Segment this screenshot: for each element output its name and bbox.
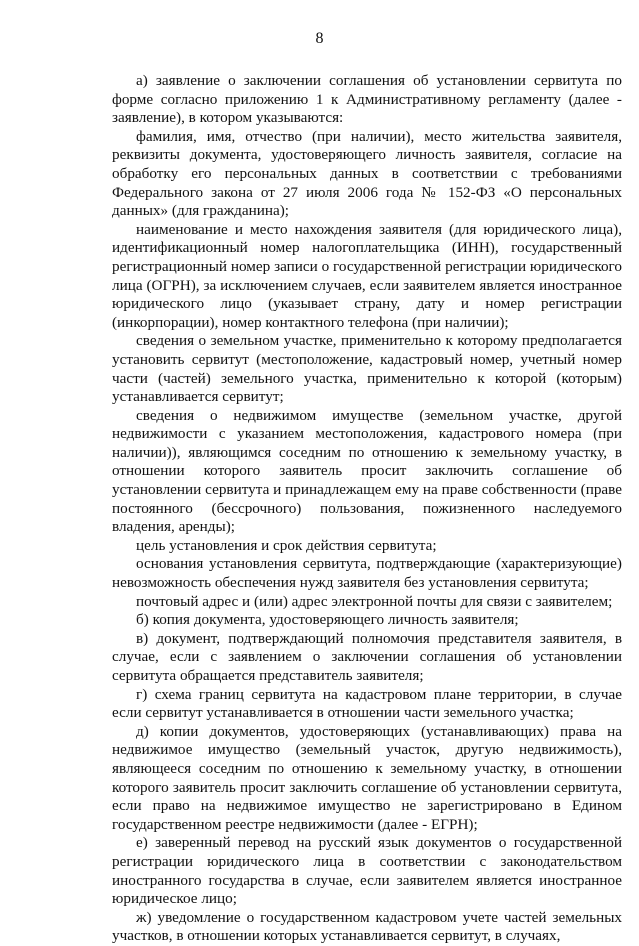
paragraph: г) схема границ сервитута на кадастровом плане территории, в случае если сервитут устанавливается в отношении части земельного участка;: [112, 685, 622, 722]
paragraph: в) документ, подтверждающий полномочия представителя заявителя, в случае, если с заявлением о заключении соглашения об установлении сервитута обращается представитель заявителя;: [112, 629, 622, 684]
paragraph: фамилия, имя, отчество (при наличии), место жительства заявителя, реквизиты документа, удостоверяющего личность заявителя, согласие на обработку его персональных данных в соответствии с требованиями Федерального закона от 27 июля 2006 года № 152-ФЗ «О персональных данных» (для гражданина);: [112, 127, 622, 220]
paragraph: а) заявление о заключении соглашения об установлении сервитута по форме согласно приложению 1 к Административному регламенту (далее - заявление), в котором указываются:: [112, 72, 622, 127]
paragraph: почтовый адрес и (или) адрес электронной почты для связи с заявителем;: [136, 592, 613, 610]
paragraph: сведения о земельном участке, применительно к которому предполагается установить сервитут (местоположение, кадастровый номер, учетный номер части (частей) земельного участка, применительно к которой (которым) устанавливается сервитут;: [112, 332, 622, 406]
page-number: 8: [315, 30, 324, 47]
document-body: [112, 72, 622, 946]
paragraph: д) копии документов, удостоверяющих (устанавливающих) права на недвижимое имущество (земельный участок, другую недвижимость), являющееся соседним по отношению к земельному участку, в отношении которого заявитель просит заключить соглашение об установлении сервитута, если право на недвижимое имущество не зарегистрировано в Едином государственном реестре недвижимости (далее - ЕГРН);: [112, 722, 622, 833]
paragraph: ж) уведомление о государственном кадастровом учете частей земельных участков, в отношении которых устанавливается сервитут, в случаях,: [112, 908, 622, 945]
paragraph: сведения о недвижимом имуществе (земельном участке, другой недвижимости с указанием местоположения, кадастрового номера (при наличии)), являющимся соседним по отношению к земельному участку, в отношении которого заявитель просит заключить соглашение об установлении сервитута и принадлежащем ему на праве собственности (праве постоянного (бессрочного) пользования, пожизненного наследуемого владения, аренды);: [112, 406, 622, 536]
paragraph: цель установления и срок действия сервитута;: [136, 536, 437, 554]
paragraph: б) копия документа, удостоверяющего личность заявителя;: [136, 611, 519, 629]
paragraph: основания установления сервитута, подтверждающие (характеризующие) невозможность обеспечения нужд заявителя без установления сервитута;: [112, 555, 622, 592]
paragraph: е) заверенный перевод на русский язык документов о государственной регистрации юридического лица в соответствии с законодательством иностранного государства в случае, если заявителем является иностранное юридическое лицо;: [112, 834, 622, 908]
paragraph: наименование и место нахождения заявителя (для юридического лица), идентификационный номер налогоплательщика (ИНН), государственный регистрационный номер записи о государственной регистрации юридического лица (ОГРН), за исключением случаев, если заявителем является иностранное юридического лицо (указывает страну, дату и номер регистрации (инкорпорации), номер контактного телефона (при наличии);: [112, 220, 622, 331]
